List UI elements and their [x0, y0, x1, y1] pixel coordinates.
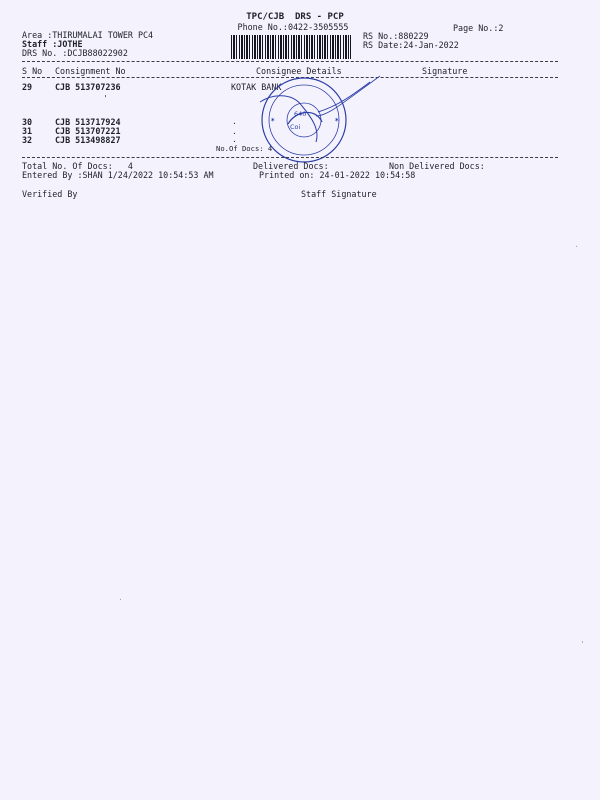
row-sno: 32	[22, 135, 33, 145]
verified-by-label: Verified By	[22, 189, 78, 199]
rs-date: RS Date:24-Jan-2022	[363, 40, 459, 50]
bank-stamp	[258, 72, 382, 168]
column-header-sno: S No	[22, 66, 43, 76]
print-mark: .	[232, 117, 237, 126]
speck: '	[580, 640, 585, 649]
phone-number: Phone No.:0422-3505555	[237, 22, 349, 32]
divider	[22, 157, 558, 158]
row-sno: 31	[22, 126, 33, 136]
non-delivered-docs: Non Delivered Docs:	[389, 161, 485, 171]
svg-text:✶: ✶	[270, 116, 276, 124]
column-header-consignment: Consignment No	[55, 66, 126, 76]
speck: .	[118, 593, 123, 602]
divider	[22, 61, 558, 62]
print-mark: .	[232, 135, 237, 144]
area-label: Area :THIRUMALAI TOWER PC4	[22, 30, 154, 40]
staff-label: Staff :JOTHE	[22, 39, 83, 49]
speck: .	[574, 240, 579, 249]
print-mark: .	[232, 127, 237, 136]
column-header-consignee: Consignee Details	[256, 66, 342, 76]
row-consignment: CJB 513707221	[55, 126, 121, 136]
svg-text:640: 640	[294, 110, 307, 118]
svg-text:Coi: Coi	[290, 123, 301, 131]
staff-signature-label: Staff Signature	[301, 189, 377, 199]
row-sno: 30	[22, 117, 33, 127]
barcode	[231, 35, 351, 59]
page-number: Page No.:2	[453, 23, 504, 33]
document-title: TPC/CJB DRS - PCP	[246, 12, 344, 22]
total-docs: Total No. Of Docs: 4	[22, 161, 133, 171]
printed-on: Printed on: 24-01-2022 10:54:58	[259, 170, 416, 180]
delivered-docs: Delivered Docs:	[253, 161, 329, 171]
svg-text:✶: ✶	[334, 116, 340, 124]
print-mark: '	[103, 94, 108, 103]
row-consignment: CJB 513707236	[55, 82, 121, 92]
row-consignment: CJB 513717924	[55, 117, 121, 127]
drs-number: DRS No. :DCJB88022902	[22, 48, 128, 58]
entered-by: Entered By :SHAN 1/24/2022 10:54:53 AM	[22, 170, 214, 180]
rs-number: RS No.:880229	[363, 31, 429, 41]
column-header-signature: Signature	[422, 66, 468, 76]
row-consignment: CJB 513498827	[55, 135, 121, 145]
row-consignee: KOTAK BANK	[231, 82, 282, 92]
docs-count: No.Of Docs: 4	[216, 144, 273, 153]
row-sno: 29	[22, 82, 33, 92]
